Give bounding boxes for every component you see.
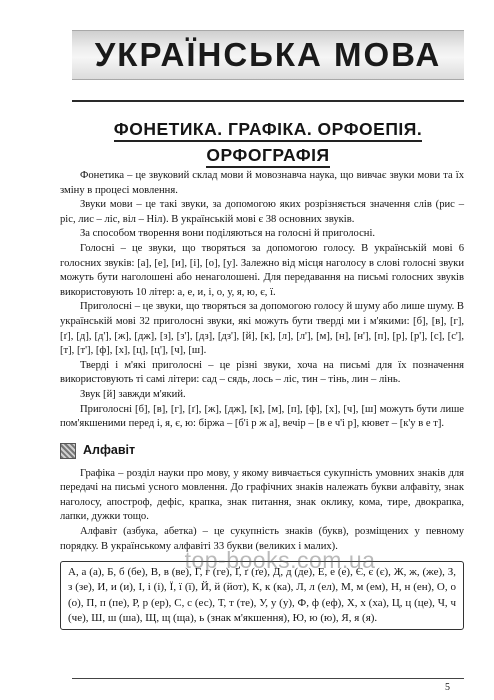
alphabet-heading-text: Алфавіт <box>83 443 136 458</box>
section-title <box>72 118 464 168</box>
paragraph-alphabet: Алфавіт (азбука, абетка) – це сукупність знаків (букв), розміщених у певному порядку. В українському алфавіті 33 букви (великих і малих). <box>60 526 464 552</box>
section-title-line2: ОРФОГРАФІЯ <box>206 144 329 168</box>
page-number: 5 <box>445 682 450 693</box>
paragraph-softened: Приголосні [б], [в], [г], [ґ], [ж], [дж], [к], [м], [п], [ф], [х], [ч], [ш] можуть бути лише пом'якшеними перед і, я, є, ю: біржа – [б'і р ж а], вечір – [в е ч'і р], кювет – [к'у в е т]. <box>60 403 464 430</box>
section-title-line1: ФОНЕТИКА. ГРАФІКА. ОРФОЕПІЯ. <box>114 118 422 142</box>
alphabet-letters-box: А, а (а), Б, б (бе), В, в (ве), Г, г (ге), Ґ, ґ (ґе), Д, д (де), Е, е (е), Є, є (є), Ж, ж, (же), З, з (зе), И, и (и), І, і (і), Ї, ї (ї), Й, й (йот), К, к (ка), Л, л (ел), М, м (ем), Н, н (ен), О, о (о), П, п (пе), Р, р (ер), С, с (ес), Т, т (те), У, у (у), Ф, ф (еф), Х, х (ха), Ц, ц (це), Ч, ч (че), Ш, ш (ша), Щ, щ (ща), ь (знак м'якшення), Ю, ю (ю), Я, я (я). <box>60 561 464 630</box>
page-header-title: УКРАЇНСЬКА МОВА <box>94 36 442 73</box>
paragraph-y-sound: Звук [й] завжди м'який. <box>80 388 186 400</box>
alphabet-heading <box>60 443 464 459</box>
header-banner <box>72 30 464 80</box>
paragraph-classification: За способом творення вони поділяються на голосні й приголосні. <box>80 228 376 240</box>
header-rule <box>72 100 464 102</box>
paragraph-consonants: Приголосні – це звуки, що творяться за допомогою голосу й шуму або лише шуму. В українській мові 32 приголосні звуки, які можуть бути тверді ми і м'якими: [б], [в], [г], [ґ], [д], [д'], [ж], [дж], [з], [з'], [дз], [дз'], [й], [к], [л], [л'], [м], [н], [н'], [п], [р], [р'], [с], [с'], [т], [т'], [ф], [х], [ц], [ц'], [ч], [ш]. <box>60 301 464 357</box>
footer-rule <box>72 678 464 679</box>
paragraph-speech-sounds: Звуки мови – це такі звуки, за допомогою яких розрізняється значення слів (рис – ріс, лис – ліс, віл – Ніл). В українській мові є 38 основних звуків. <box>60 199 464 225</box>
paragraph-graphics: Графіка – розділ науки про мову, у якому вивчається сукупність умовних знаків для передачі на письмі усного мовлення. До графічних знаків належать букви алфавіту, знак наголосу, апостроф, дефіс, крапка, знак питання, знак оклику, кома, тире, двокрапка, лапки, дужки тощо. <box>60 467 464 523</box>
paragraph-phonetics: Фонетика – це звуковий склад мови й мовознавча наука, що вивчає звуки мови та їх зміну в процесі мовлення. <box>60 170 464 196</box>
watermark-text: top-books.com.ua <box>184 547 376 573</box>
paragraph-hard-soft: Тверді і м'які приголосні – це різні звуки, хоча на письмі для їх позначення використовують ті самі літери: сад – сядь, лось – ліс, тин – тінь, лин – лінь. <box>60 359 464 386</box>
hatched-square-icon <box>60 443 76 459</box>
paragraph-vowels: Голосні – це звуки, що творяться за допомогою голосу. В українській мові 6 голосних звуків: [а], [е], [и], [і], [о], [у]. Залежно від місця наголосу в слові голосні звуки можуть бути наголошені або ненаголошені. Для передавання на письмі голосних звуків використовують 10 літер: а, е, и, і, о, у, я, ю, є, ї. <box>60 242 464 298</box>
